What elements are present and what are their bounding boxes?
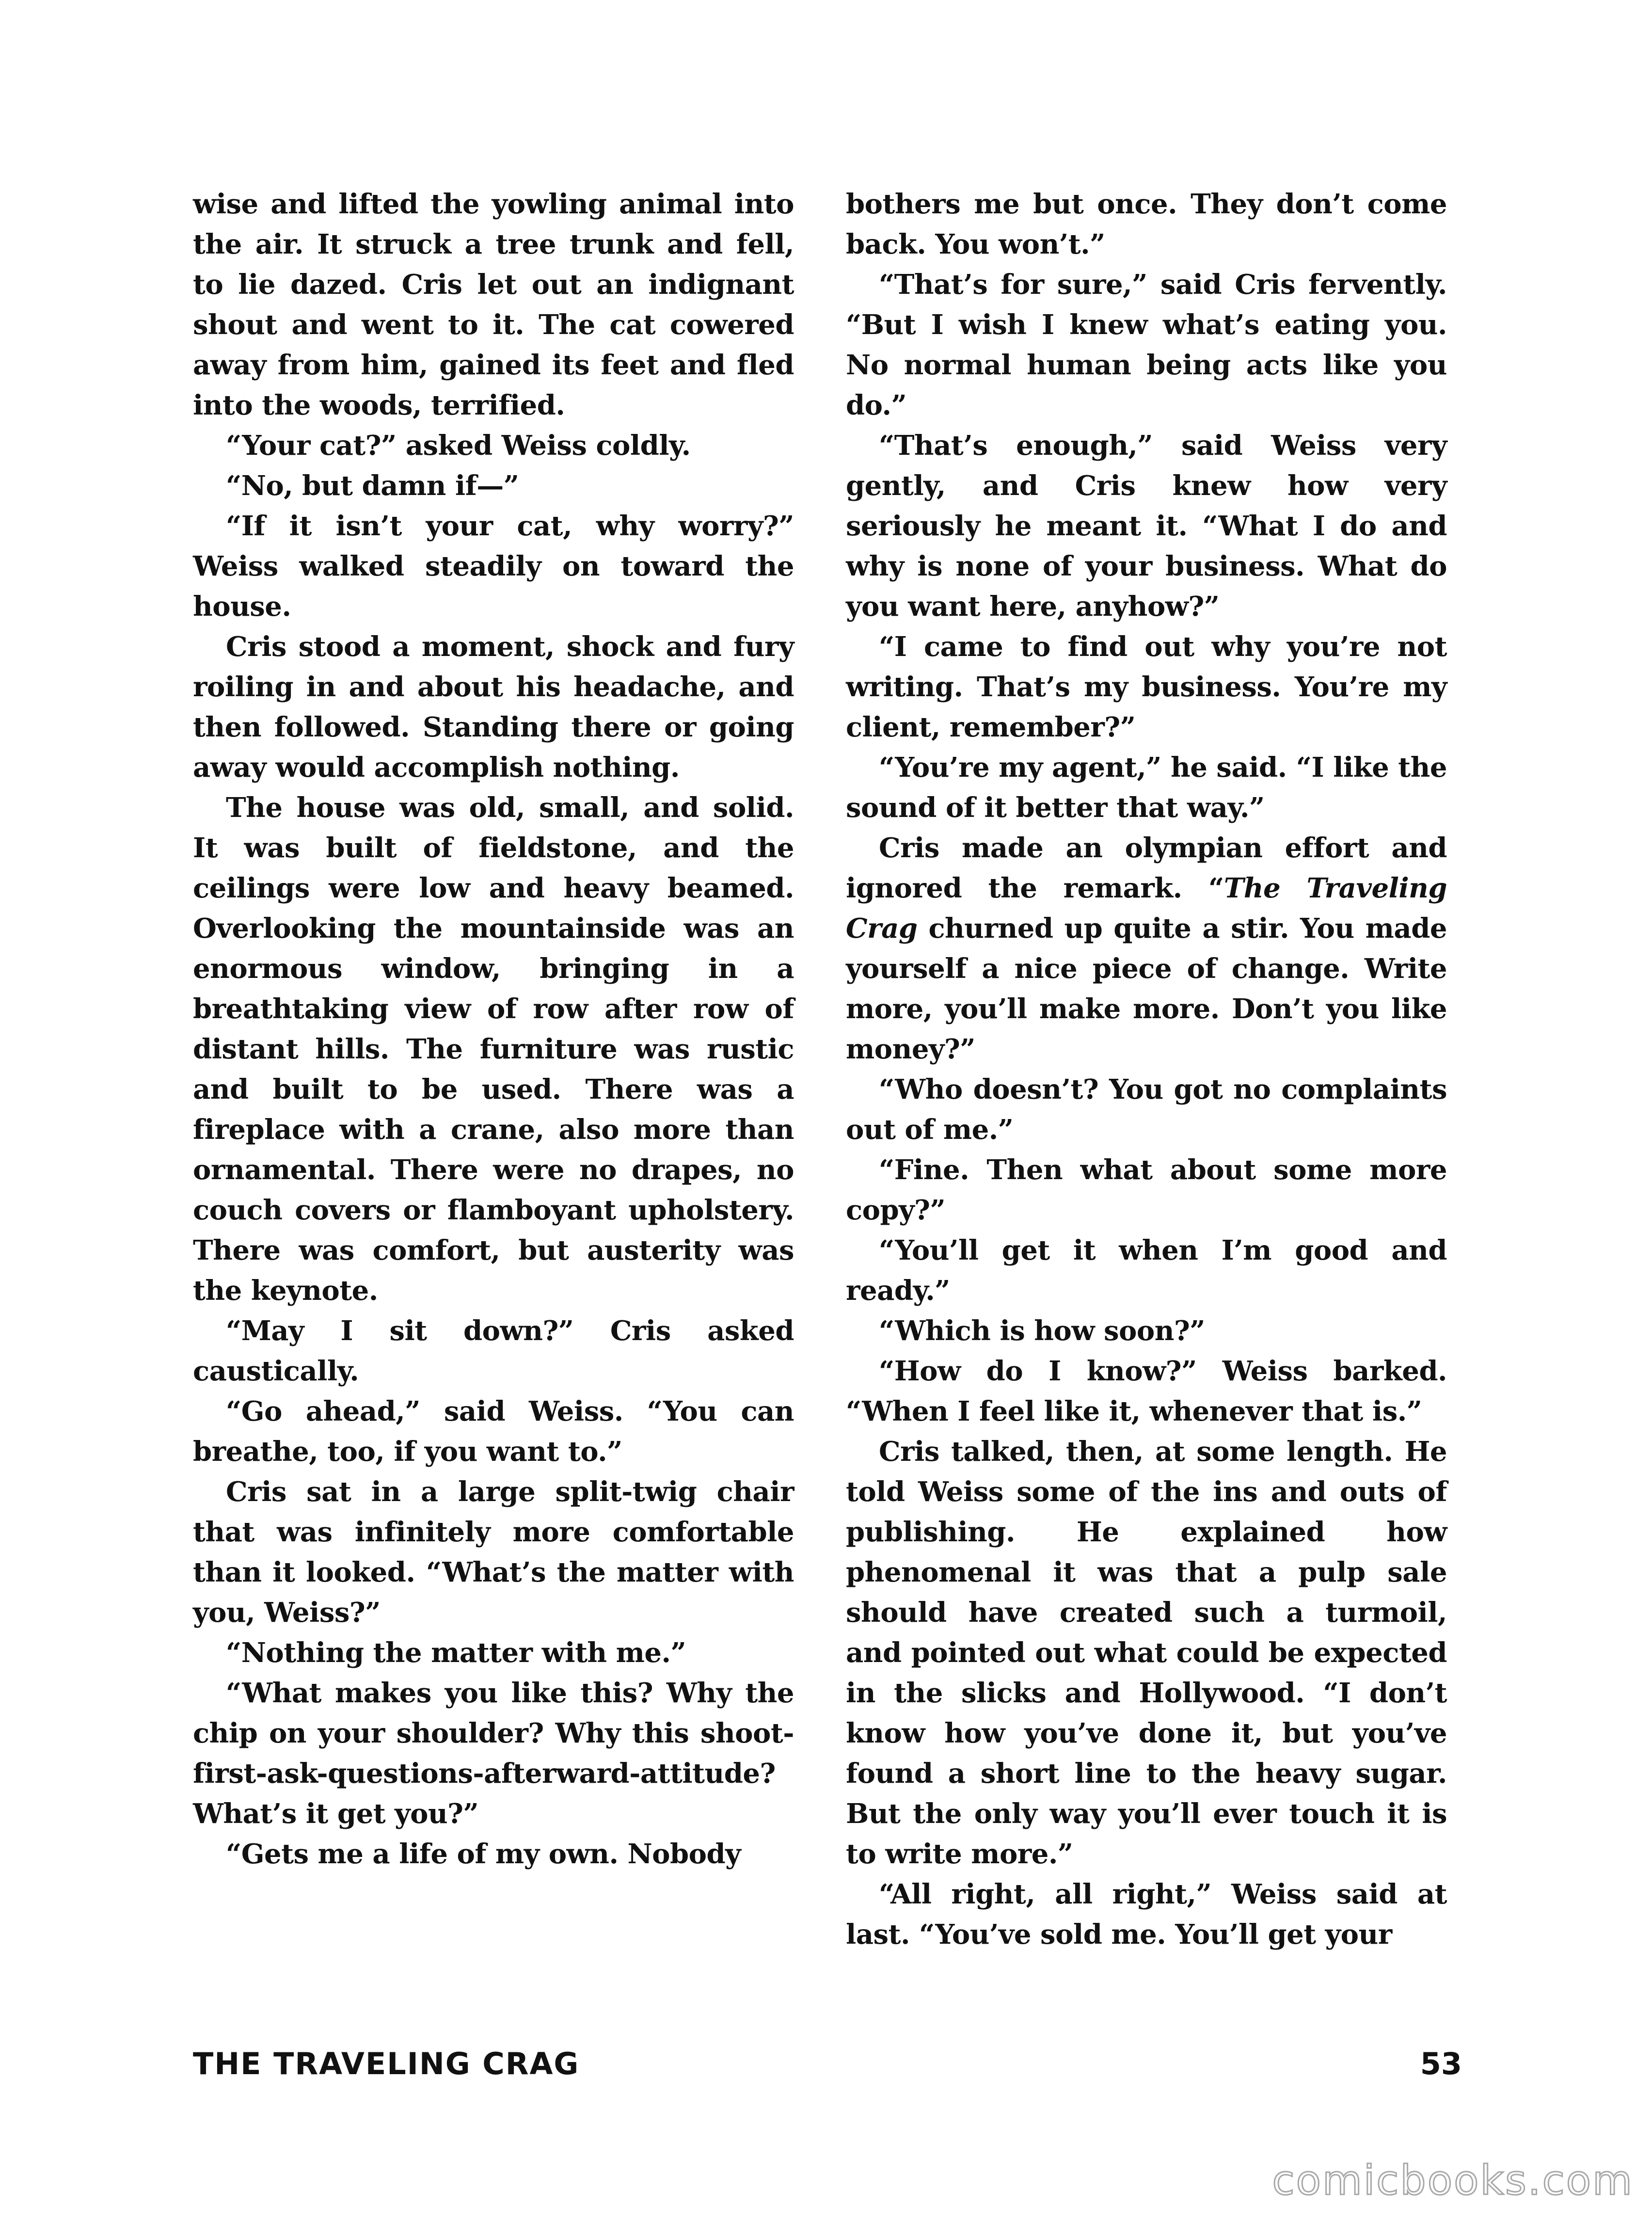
paragraph: “Fine. Then what about some more copy?” (846, 1154, 1447, 1226)
paragraph: The house was old, small, and solid. It was built of fieldstone, and the ceilings were low and heavy beamed. Overlooking the mountainside was an enormous window, bringing in a breathtaking view of row after row of distant hills. The furniture was rustic and built to be used. There was a fireplace with a crane, also more than ornamental. There were no drapes, no couch covers or flamboyant upholstery. There was comfort, but austerity was the keynote. (193, 792, 794, 1307)
paragraph: “May I sit down?” Cris asked caustically. (193, 1315, 794, 1387)
paragraph-text: churned up quite a stir. You made yourself a nice piece of change. Write more, you’ll make more. Don’t you like money?” (846, 912, 1447, 1065)
paragraph: “You’re my agent,” he said. “I like the sound of it better that way.” (846, 752, 1447, 824)
paragraph: “Which is how soon?” (879, 1315, 1205, 1347)
paragraph: “Go ahead,” said Weiss. “You can breathe, too, if you want to.” (193, 1395, 794, 1468)
right-text-column (846, 184, 1447, 1955)
paragraph-text: Cris made an olympian effort and ignored the remark. “ (846, 832, 1447, 904)
paragraph: “Nothing the matter with me.” (226, 1637, 686, 1669)
story-title-italic: The Traveling Crag (846, 872, 1447, 944)
paragraph: bothers me but once. They don’t come back. You won’t.” (846, 188, 1447, 260)
paragraph: Cris talked, then, at some length. He told Weiss some of the ins and outs of publishing. He explained how phenomenal it was that a pulp sale should have created such a turmoil, and pointed out what could be expected in the slicks and Hollywood. “I don’t know how you’ve done it, but you’ve found a short line to the heavy sugar. But the only way you’ll ever touch it is to write more.” (846, 1436, 1447, 1870)
left-text-column (193, 184, 794, 1874)
paragraph: “Your cat?” asked Weiss coldly. (226, 430, 691, 462)
paragraph: “Gets me a life of my own. Nobody (226, 1838, 741, 1870)
page-number: 53 (1420, 2046, 1462, 2081)
running-title: THE TRAVELING CRAG (193, 2046, 580, 2081)
paragraph-olympian (846, 828, 1447, 1070)
watermark: comicbooks.com (1272, 2157, 1634, 2204)
paragraph: “What makes you like this? Why the chip on your shoulder? Why this shoot-first-ask-questions-afterward-attitude? What’s it get you?” (193, 1677, 794, 1830)
paragraph: Cris sat in a large split-twig chair that was infinitely more comfortable than it looked. “What’s the matter with you, Weiss?” (193, 1476, 794, 1629)
paragraph: “I came to find out why you’re not writing. That’s my business. You’re my client, remember?” (846, 631, 1447, 743)
paragraph: “That’s enough,” said Weiss very gently, and Cris knew how very seriously he meant it. “What I do and why is none of your business. What do you want here, anyhow?” (846, 430, 1447, 623)
paragraph: “You’ll get it when I’m good and ready.” (846, 1234, 1447, 1307)
paragraph: “If it isn’t your cat, why worry?” Weiss walked steadily on toward the house. (193, 510, 794, 623)
paragraph: “That’s for sure,” said Cris fervently. “But I wish I knew what’s eating you. No normal human being acts like you do.” (846, 269, 1447, 421)
paragraph: “All right, all right,” Weiss said at last. “You’ve sold me. You’ll get your (846, 1878, 1447, 1951)
paragraph: wise and lifted the yowling animal into the air. It struck a tree trunk and fell, to lie dazed. Cris let out an indignant shout and went to it. The cat cowered away from him, gained its feet and fled into the woods, terrified. (193, 188, 794, 421)
paragraph: “Who doesn’t? You got no complaints out of me.” (846, 1073, 1447, 1146)
paragraph: “No, but damn if—” (226, 470, 519, 502)
paragraph: “How do I know?” Weiss barked. “When I feel like it, whenever that is.” (846, 1355, 1447, 1427)
paragraph: Cris stood a moment, shock and fury roiling in and about his headache, and then followed. Standing there or going away would accomplish nothing. (193, 631, 794, 784)
